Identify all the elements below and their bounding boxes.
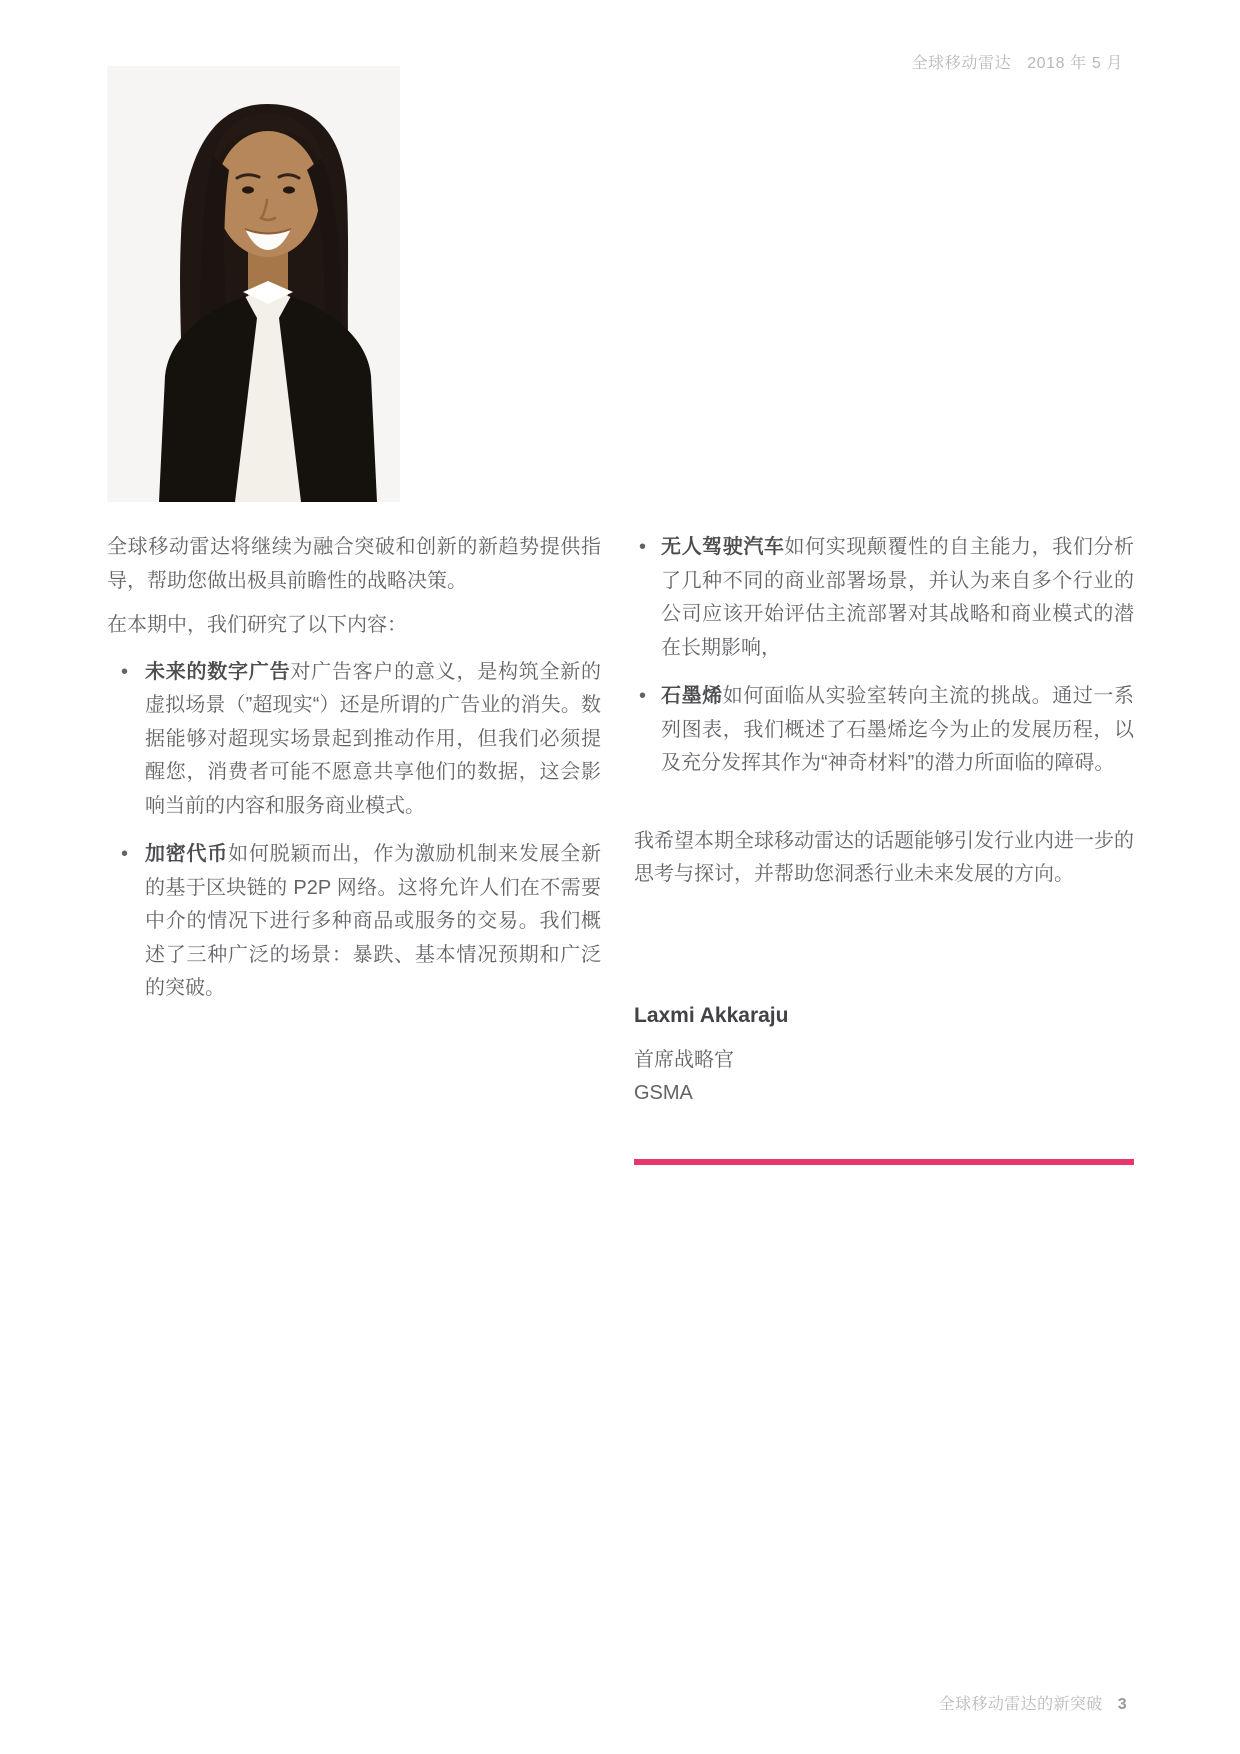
bullet-lead: 加密代币 <box>145 843 229 865</box>
signature-divider <box>634 1159 1134 1165</box>
contents-lead-in: 在本期中，我们研究了以下内容： <box>107 614 407 636</box>
topic-list-right <box>634 531 1134 781</box>
intro-paragraph: 全球移动雷达将继续为融合突破和创新的新趋势提供指导，帮助您做出极具前瞻性的战略决策。 <box>107 536 601 592</box>
body-columns <box>107 531 1134 1165</box>
portrait-photo <box>107 66 400 502</box>
bullet-body: 对广告客户的意义，是构筑全新的虚拟场景（”超现实“）还是所谓的广告业的消失。数据能够对超现实场景起到推动作用，但我们必须提醒您，消费者可能不愿意共享他们的数据，这会影响当前的内容和服务商业模式。 <box>145 660 602 817</box>
signature-name: Laxmi Akkaraju <box>634 1003 789 1027</box>
page-header <box>912 50 1123 73</box>
right-column <box>634 531 1134 1165</box>
closing-paragraph: 我希望本期全球移动雷达的话题能够引发行业内进一步的思考与探讨，并帮助您洞悉行业未来发展的方向。 <box>634 829 1134 885</box>
bullet-body: 如何脱颖而出，作为激励机制来发展全新的基于区块链的 P2P 网络。这将允许人们在不需要中介的情况下进行多种商品或服务的交易。我们概述了三种广泛的场景：暴跌、基本情况预期和广泛的突破。 <box>145 843 602 999</box>
signature-block <box>634 1004 1134 1165</box>
bullet-lead: 石墨烯 <box>661 685 723 707</box>
right-eye <box>283 186 295 193</box>
left-column <box>107 531 601 1165</box>
portrait-photo-illustration <box>107 66 400 502</box>
left-eye <box>242 186 254 193</box>
list-item-graphene <box>634 680 1134 781</box>
signature-organization: GSMA <box>634 1081 693 1104</box>
bullet-lead: 未来的数字广告 <box>145 660 291 683</box>
topic-list-left <box>107 656 601 1006</box>
header-issue-date: 2018 年 5 月 <box>1027 55 1123 72</box>
bullet-body: 如何实现颠覆性的自主能力，我们分析了几种不同的商业部署场景，并认为来自多个行业的公司应该开始评估主流部署对其战略和商业模式的潜在长期影响， <box>661 536 1135 659</box>
header-publication: 全球移动雷达 <box>911 55 1012 72</box>
list-item-crypto-tokens <box>107 838 601 1006</box>
list-item-digital-advertising <box>107 656 601 824</box>
bullet-lead: 无人驾驶汽车 <box>661 536 785 558</box>
footer-title: 全球移动雷达的新突破 <box>938 1696 1103 1713</box>
page-footer <box>939 1691 1127 1714</box>
signature-title: 首席战略官 <box>634 1048 734 1071</box>
list-item-driverless-cars <box>634 531 1134 665</box>
page-number: 3 <box>1117 1696 1127 1713</box>
bullet-body: 如何面临从实验室转向主流的挑战。通过一系列图表，我们概述了石墨烯迄今为止的发展历程，以及充分发挥其作为“神奇材料”的潜力所面临的障碍。 <box>661 685 1135 774</box>
